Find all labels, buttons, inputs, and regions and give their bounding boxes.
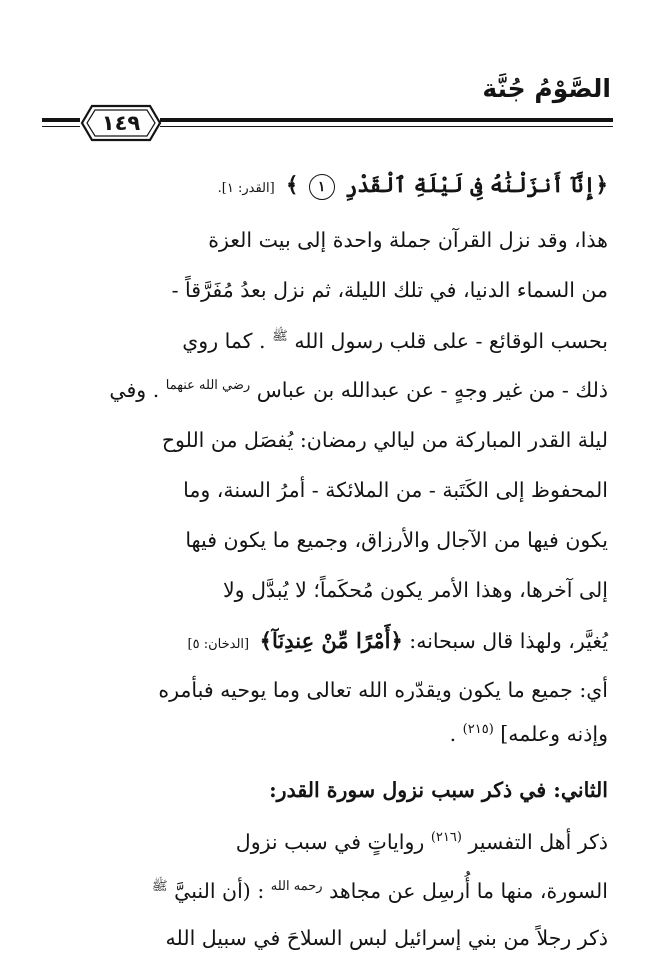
text-line: يكون فيها من الآجال والأرزاق، وجميع ما يكون فيها bbox=[185, 528, 608, 552]
text-segment: . وفي bbox=[109, 378, 160, 402]
verse-reference: [الدخان: ٥] bbox=[187, 637, 250, 652]
ayah-number: ١ bbox=[309, 174, 335, 200]
text-segment: ذكر أهل التفسير bbox=[468, 830, 608, 854]
text-line: أي: جميع ما يكون ويقدّره الله تعالى وما يوحيه فبأمره bbox=[158, 678, 608, 702]
verse-reference: [القدر: ١]. bbox=[217, 181, 275, 196]
text-segment: : (أن النبيَّ bbox=[174, 878, 265, 903]
section-heading: الثاني: في ذكر سبب نزول سورة القدر: bbox=[269, 778, 608, 802]
header-rule-left bbox=[42, 118, 80, 127]
text-segment: السورة، منها ما أُرسِل عن مجاهد bbox=[329, 878, 608, 903]
text-line bbox=[109, 378, 608, 402]
text-segment: ذلك - من غير وجهٍ - عن عبدالله بن عباس bbox=[256, 378, 608, 402]
text-line bbox=[152, 878, 608, 903]
text-segment: يُغيَّر، ولهذا قال سبحانه: bbox=[409, 629, 608, 653]
text-line: ليلة القدر المباركة من ليالي رمضان: يُفصَل من اللوح bbox=[161, 428, 608, 452]
honorific-mark: رحمه الله bbox=[270, 879, 323, 894]
verse-line bbox=[218, 172, 608, 200]
text-segment: رواياتٍ في سبب نزول bbox=[235, 830, 425, 854]
text-line bbox=[236, 830, 608, 854]
verse-text: ﴿إِنَّآ أَنزَلْنَٰهُ فِى لَيْلَةِ ٱلْقَدْرِ bbox=[344, 172, 608, 197]
text-line: من السماء الدنيا، في تلك الليلة، ثم نزل بعدُ مُفَرَّقاً - bbox=[171, 278, 608, 302]
text-segment: . كما روي bbox=[182, 328, 266, 353]
honorific-mark: ﷺ bbox=[151, 879, 168, 894]
honorific-mark: ﷺ bbox=[272, 329, 288, 344]
text-line bbox=[188, 628, 608, 653]
text-line: إلى آخرها، وهذا الأمر يكون مُحكَماً؛ لا يُبدَّل ولا bbox=[222, 578, 608, 602]
page-number: ١٤٩ bbox=[101, 111, 141, 135]
running-title: الصَّوْمُ جُنَّة bbox=[482, 74, 611, 103]
text-line bbox=[182, 328, 608, 353]
verse-close: ﴾ bbox=[286, 172, 299, 197]
text-segment: بحسب الوقائع - على قلب رسول الله bbox=[294, 328, 608, 353]
verse-inline: ﴿أَمْرًا مِّنْ عِندِنَآ﴾ bbox=[259, 628, 403, 653]
text-segment: وإذنه وعلمه] bbox=[500, 722, 608, 746]
text-line: ذكر رجلاً من بني إسرائيل لبس السلاحَ في سبيل الله bbox=[165, 926, 608, 950]
text-line: هذا، وقد نزل القرآن جملة واحدة إلى بيت العزة bbox=[208, 228, 608, 252]
text-line: المحفوظ إلى الكَتَبة - من الملائكة - أمرُ السنة، وما bbox=[183, 478, 608, 502]
honorific-mark: رضي الله عنهما bbox=[165, 378, 251, 394]
text-segment: . bbox=[449, 722, 457, 746]
text-line bbox=[450, 722, 608, 746]
footnote-marker: (٢١٦) bbox=[430, 830, 462, 846]
header-rule-right bbox=[160, 118, 613, 127]
footnote-marker: (٢١٥) bbox=[462, 722, 494, 738]
